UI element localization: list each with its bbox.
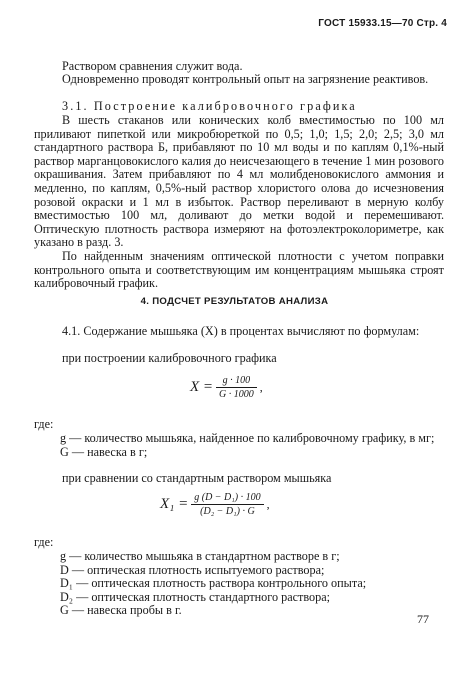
formula-2-numerator: g (D − D₁) · 100: [191, 492, 263, 505]
case1-text: при построении калибровочного графика: [62, 351, 277, 365]
calibration-paragraph: В шесть стаканов или конических колб вместимостью по 100 мл приливают пипеткой или микробюреткой по 0,5; 1,0; 1,5; 2,0; 2,5; 3,0 мл стандартного раствора Б, прибавляют по 10 мл воды и по каплям 0,1%-ный раствор марганцовокислого калия до неисчезающего в течение 1 мин розового окрашивания. Затем прибавляют по 4 мл молибденовокислого аммония и медленно, по каплям, 0,5%-ный раствор хлористого олова до исчезновения розовой окраски и 1 мл в избыток. Раствор переливают в мерную колбу вместимостью 100 мл, доливают до метки водой и перемешивают. Оптическую плотность раствора измеряют на фотоэлектроколориметре, как указано в разд. 3.: [34, 113, 444, 250]
formula-2-lhs: X₁ =: [160, 496, 189, 512]
formula-2-fraction: [191, 492, 263, 517]
formula-1-numerator: g · 100: [216, 375, 257, 388]
case2-text: при сравнении со стандартным раствором мышьяка: [62, 471, 332, 485]
page-header: ГОСТ 15933.15—70 Стр. 4: [318, 18, 447, 29]
page-number: 77: [417, 612, 429, 626]
formula-2-denominator: (D₂ − D₁) · G: [200, 506, 255, 517]
legend-2-item: D₁ — оптическая плотность раствора контрольного опыта;: [60, 576, 367, 591]
calibration-paragraph-2: По найденным значениям оптической плотности с учетом поправки контрольного опыта и соответствующим им концентрациям мышьяка строят калибровочный график.: [34, 249, 444, 291]
section-paragraph: 4.1. Содержание мышьяка (X) в процентах вычисляют по формулам:: [62, 324, 420, 338]
intro-paragraph-1: Раствором сравнения служит вода.: [62, 59, 243, 73]
formula-1-tail: ,: [259, 380, 263, 394]
where-label: где:: [34, 417, 54, 431]
legend-1-item: g — количество мышьяка, найденное по калибровочному графику, в мг;: [60, 431, 435, 445]
legend-2-item: g — количество мышьяка в стандартном растворе в г;: [60, 549, 340, 563]
legend-2-item: D — оптическая плотность испытуемого раствора;: [60, 562, 325, 577]
legend-1-item: G — навеска в г;: [60, 444, 148, 459]
legend-2-item: G — навеска пробы в г.: [60, 603, 182, 618]
legend-1: [60, 432, 455, 459]
calibration-heading: 3.1. Построение калибровочного графика: [62, 99, 357, 113]
section-title: 4. ПОДСЧЕТ РЕЗУЛЬТАТОВ АНАЛИЗА: [140, 296, 329, 307]
legend-2: [60, 550, 455, 618]
intro-paragraph-2: Одновременно проводят контрольный опыт на загрязнение реактивов.: [62, 72, 429, 86]
formula-2: [160, 492, 270, 517]
legend-2-item: D₂ — оптическая плотность стандартного раствора;: [60, 589, 330, 604]
formula-1-denominator: G · 1000: [219, 389, 254, 400]
formula-1: [190, 375, 263, 400]
formula-1-fraction: [216, 375, 257, 400]
formula-1-lhs: X =: [190, 379, 214, 395]
where-label-2: где:: [34, 535, 54, 549]
formula-2-tail: ,: [266, 497, 270, 511]
